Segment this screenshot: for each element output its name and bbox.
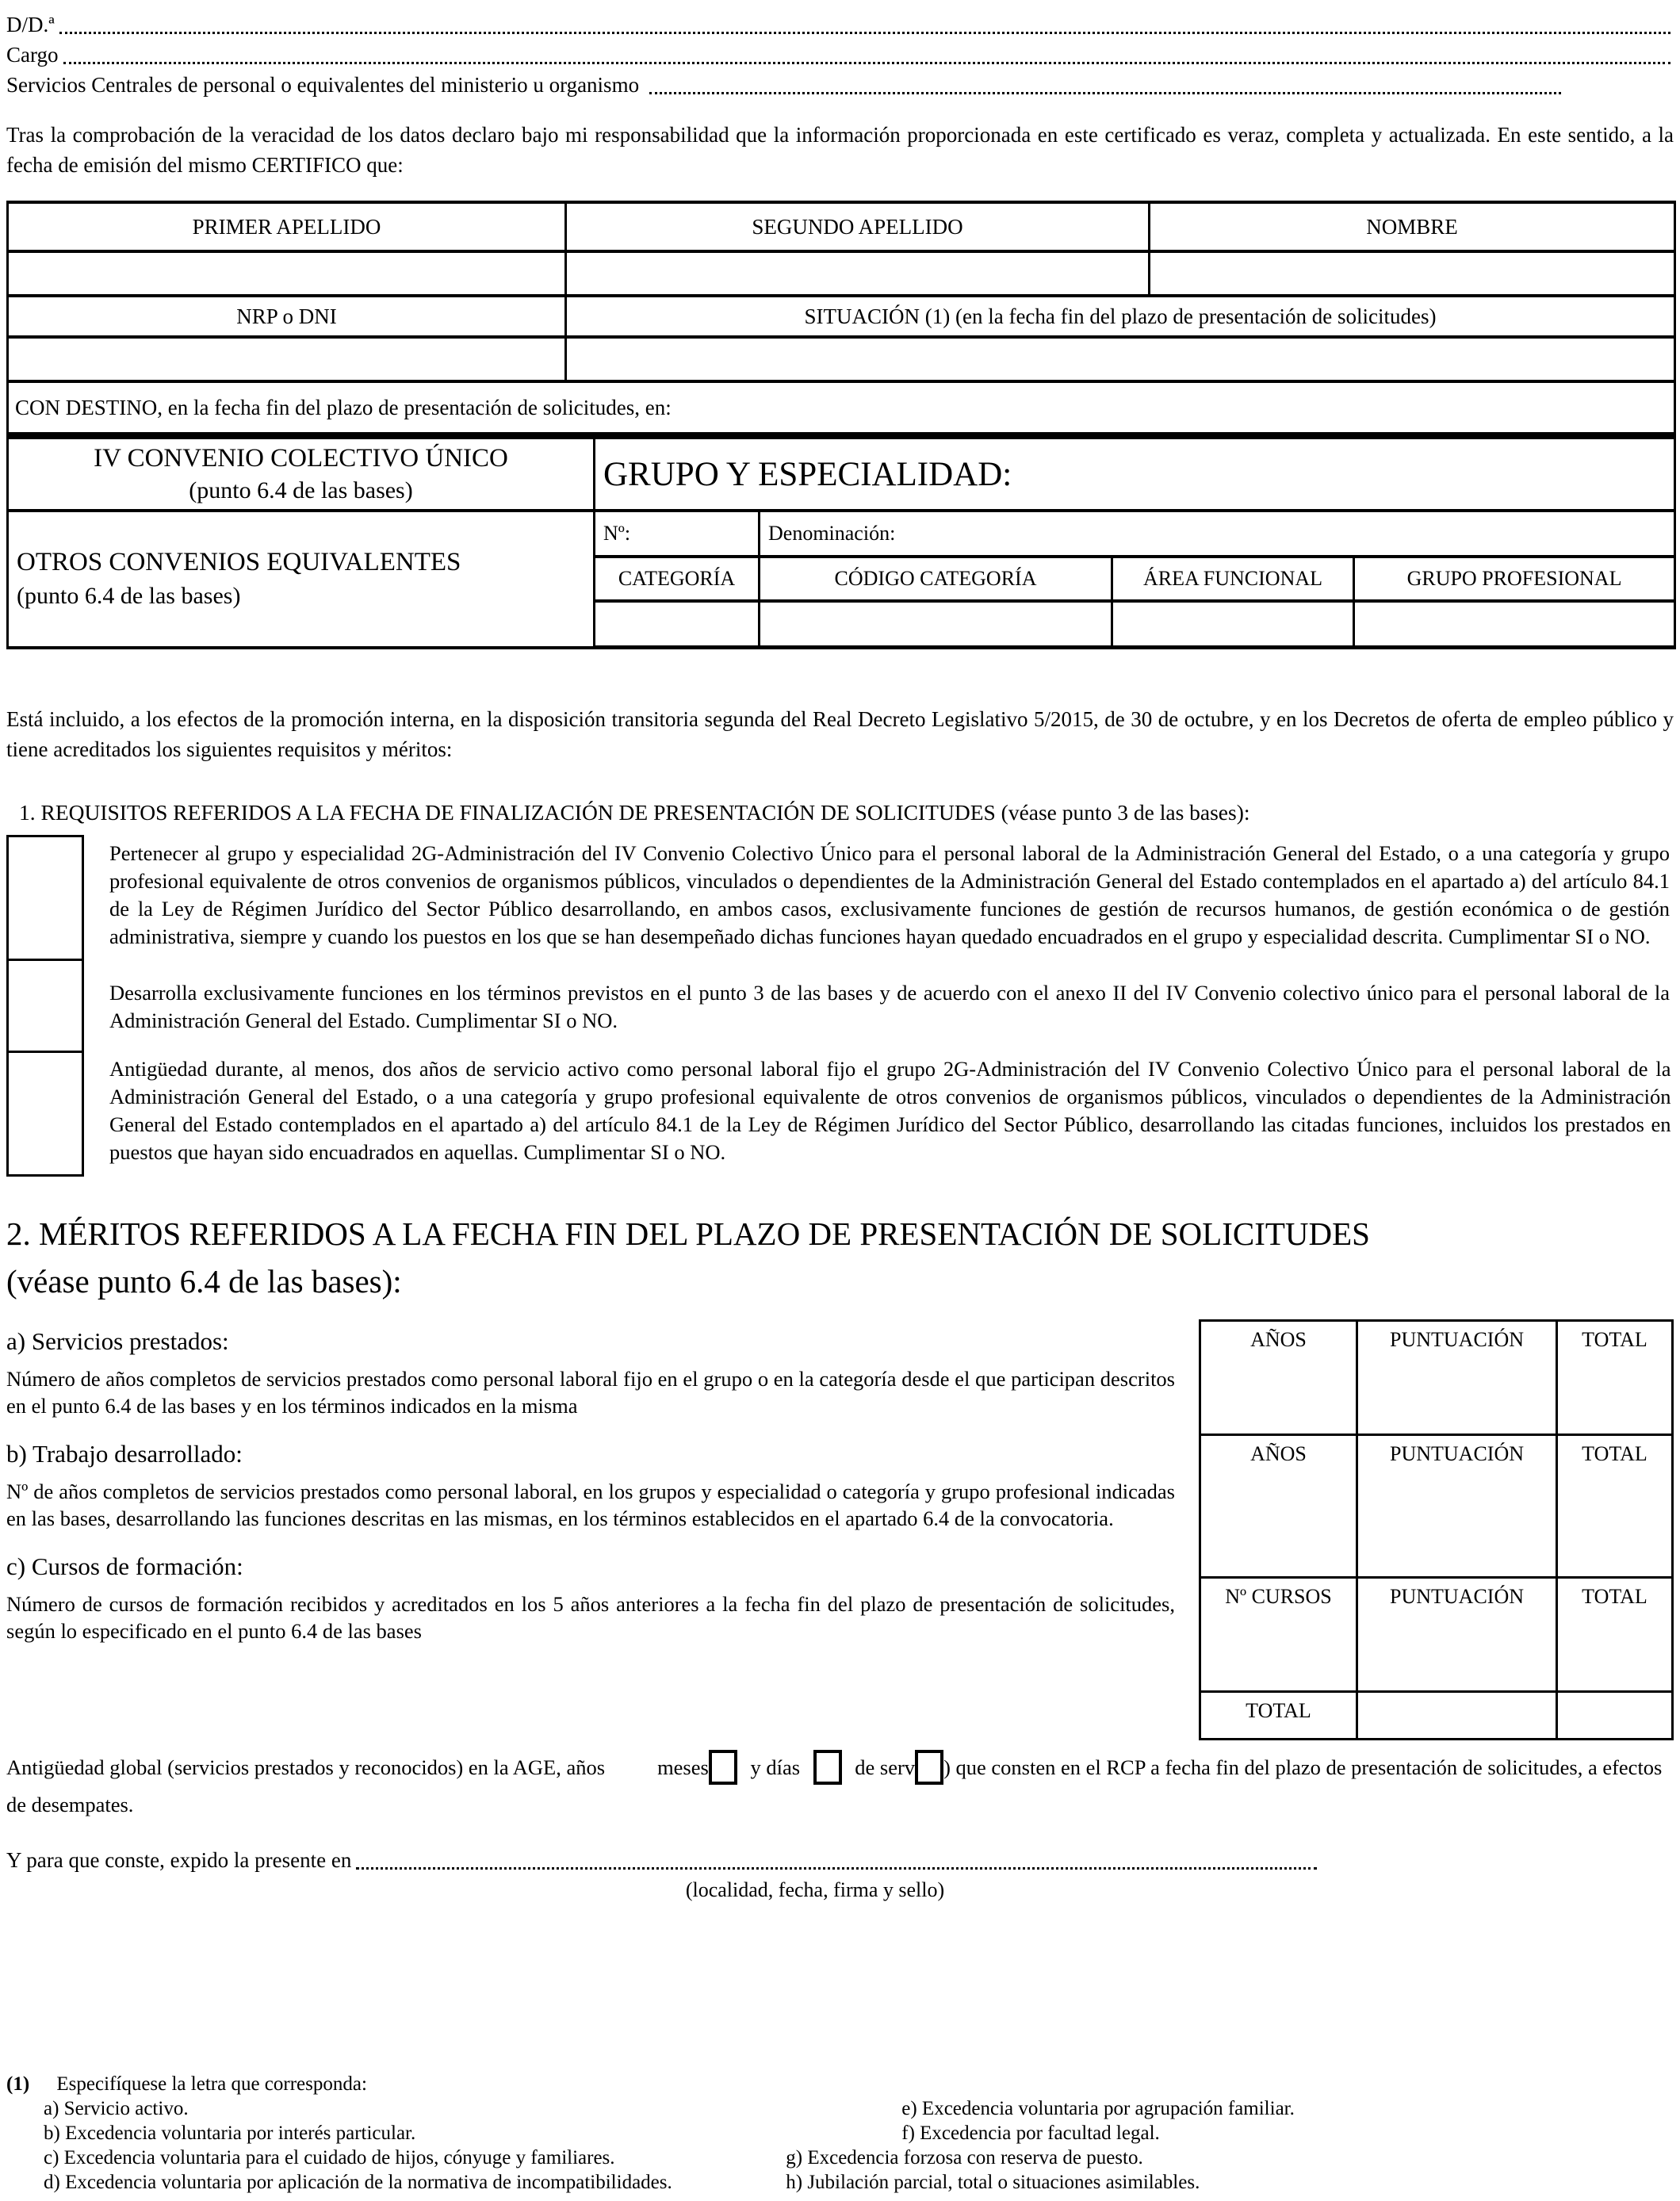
footnote-title: Especifíquese la letra que corresponda: xyxy=(56,2073,367,2095)
score-table xyxy=(1199,1319,1674,1740)
antiguedad-text-dias: y días xyxy=(750,1755,801,1780)
fill-line-cargo[interactable] xyxy=(63,62,1671,64)
score-total-puntuacion-input[interactable] xyxy=(1357,1692,1557,1740)
header-primer-apellido: PRIMER APELLIDO xyxy=(8,202,566,251)
merito-b-desc: Nº de años completos de servicios prestados como personal laboral, en los grupos y especialidad o categoría y grupo profesional indicadas en las bases, desarrollando las funciones descritas en las mismas, en los términos establecidos en el apartado 6.4 de la convocatoria. xyxy=(6,1479,1175,1530)
checkbox-requisito-desarrolla[interactable] xyxy=(8,960,83,1052)
expido-row xyxy=(6,1846,1674,1875)
score-puntuacion-cursos[interactable]: PUNTUACIÓN xyxy=(1357,1578,1557,1692)
header-nrp-dni: NRP o DNI xyxy=(8,296,566,337)
checkbox-requisito-antiguedad[interactable] xyxy=(8,1052,83,1176)
merito-b-title: b) Trabajo desarrollado: xyxy=(6,1440,243,1468)
footnote-item-e: e) Excedencia voluntaria por agrupación familiar. xyxy=(901,2098,1295,2119)
score-row-cursos xyxy=(1200,1578,1673,1692)
score-total-trabajo[interactable]: TOTAL xyxy=(1557,1435,1673,1578)
antiguedad-text-1: Antigüedad global (servicios prestados y reconocidos) en la AGE, años xyxy=(6,1755,606,1780)
meritos-body xyxy=(6,1319,1674,1740)
score-anos-trabajo[interactable]: AÑOS xyxy=(1200,1435,1357,1578)
header-categoria: CATEGORÍA xyxy=(595,557,760,601)
score-puntuacion-servicios[interactable]: PUNTUACIÓN xyxy=(1357,1321,1557,1435)
antiguedad-text-2: ) que consten en el RCP a fecha fin del plazo de presentación de solicitudes, a efectos de desempates. xyxy=(6,1755,1663,1816)
person-header-row xyxy=(8,202,1675,251)
checkbox-servicio[interactable] xyxy=(915,1750,943,1785)
meritos-descriptions xyxy=(6,1319,1189,1663)
score-row-servicios xyxy=(1200,1321,1673,1435)
merito-a-title: a) Servicios prestados: xyxy=(6,1327,229,1355)
footnote-item-g: g) Excedencia forzosa con reserva de puesto. xyxy=(786,2147,1143,2168)
input-segundo-apellido[interactable] xyxy=(566,251,1150,296)
footnote-item-d: d) Excedencia voluntaria por aplicación de la normativa de incompatibilidades. xyxy=(44,2172,672,2193)
otros-convenios-sublabel: (punto 6.4 de las bases) xyxy=(17,583,241,610)
input-area-funcional[interactable] xyxy=(1112,601,1354,648)
person-table xyxy=(6,201,1676,435)
header-situacion: SITUACIÓN (1) (en la fecha fin del plazo de presentación de solicitudes) xyxy=(566,296,1675,337)
incluido-paragraph: Está incluido, a los efectos de la promoción interna, en la disposición transitoria segunda del Real Decreto Legislativo 5/2015, de 30 de octubre, y en los Decretos de oferta de empleo público y tiene acreditados los siguientes requisitos y méritos: xyxy=(6,707,1674,761)
score-total-label: TOTAL xyxy=(1200,1692,1357,1740)
requisito-row xyxy=(8,1052,1673,1176)
fill-line-localidad[interactable] xyxy=(356,1867,1317,1870)
header-codigo-categoria: CÓDIGO CATEGORÍA xyxy=(760,557,1112,601)
input-grupo-profesional[interactable] xyxy=(1354,601,1675,648)
antiguedad-text-meses: meses xyxy=(657,1755,709,1780)
field-label-cargo: Cargo xyxy=(6,43,59,67)
expido-label: Y para que conste, expido la presente en xyxy=(6,1848,352,1872)
score-num-cursos[interactable]: Nº CURSOS xyxy=(1200,1578,1357,1692)
footnote-item-h: h) Jubilación parcial, total o situaciones asimilables. xyxy=(786,2172,1200,2193)
score-total-servicios[interactable]: TOTAL xyxy=(1557,1321,1673,1435)
input-situacion[interactable] xyxy=(566,337,1675,381)
requisitos-table xyxy=(6,835,1674,1177)
cell-otros-convenios[interactable] xyxy=(8,511,595,648)
merito-c-desc: Número de cursos de formación recibidos y acreditados en los 5 años anteriores a la fecha fin del plazo de presentación de solicitudes, según lo especificado en el punto 6.4 de las bases xyxy=(6,1592,1175,1643)
iv-convenio-label: IV CONVENIO COLECTIVO ÚNICO xyxy=(94,444,508,473)
footnote-item-c: c) Excedencia voluntaria para el cuidado de hijos, cónyuge y familiares. xyxy=(44,2147,615,2168)
field-row-nombre-certificante xyxy=(6,10,1674,40)
person-input-row xyxy=(8,251,1675,296)
score-total-cursos[interactable]: TOTAL xyxy=(1557,1578,1673,1692)
footnote-marker: (1) xyxy=(6,2073,30,2095)
nrp-header-row xyxy=(8,296,1675,337)
cell-iv-convenio[interactable] xyxy=(8,438,595,511)
field-row-servicios-centrales xyxy=(6,70,1674,100)
fill-line-dd[interactable] xyxy=(59,32,1670,34)
header-segundo-apellido: SEGUNDO APELLIDO xyxy=(566,202,1150,251)
con-destino-row xyxy=(8,381,1675,434)
field-label-dd: D/D.ª xyxy=(6,13,55,36)
requisito-text-desarrolla: Desarrolla exclusivamente funciones en los términos previstos en el punto 3 de las bases y de acuerdo con el anexo II del IV Convenio colectivo único para el personal laboral de la Administración General del Estado. Cumplimentar SI o NO. xyxy=(109,980,1670,1032)
score-anos-servicios[interactable]: AÑOS xyxy=(1200,1321,1357,1435)
requisito-row xyxy=(8,960,1673,1052)
input-nrp-dni[interactable] xyxy=(8,337,566,381)
score-total-input[interactable] xyxy=(1557,1692,1673,1740)
requisito-text-pertenecer: Pertenecer al grupo y especialidad 2G-Administración del IV Convenio Colectivo Único para el personal laboral de la Administración General del Estado, o a una categoría y grupo profesional equivalente de otros convenios de organismos públicos, vinculados o dependientes de la Administración General del Estado contemplados en el apartado a) del artículo 84.1 de la Ley de Régimen Jurídico del Sector Público desarrollando, en ambos casos, exclusivamente funciones de gestión de recursos humanos, de gestión económica o de gestión administrativa, siempre y cuando los puestos en los que se han desempeñado dichas funciones hayan quedado encuadrados en el grupo y especialidad descrita. Cumplimentar SI o NO. xyxy=(109,840,1670,948)
field-numero[interactable]: Nº: xyxy=(595,511,760,557)
score-row-trabajo xyxy=(1200,1435,1673,1578)
intro-paragraph: Tras la comprobación de la veracidad de los datos declaro bajo mi responsabilidad que la información proporcionada en este certificado es veraz, completa y actualizada. En este sentido, a la fecha de emisión del mismo CERTIFICO que: xyxy=(6,123,1674,177)
header-area-funcional: ÁREA FUNCIONAL xyxy=(1112,557,1354,601)
input-nombre[interactable] xyxy=(1150,251,1675,296)
input-primer-apellido[interactable] xyxy=(8,251,566,296)
score-puntuacion-trabajo[interactable]: PUNTUACIÓN xyxy=(1357,1435,1557,1578)
fill-line-servicios-centrales[interactable] xyxy=(649,92,1561,94)
field-row-cargo xyxy=(6,40,1674,70)
localidad-caption: (localidad, fecha, firma y sello) xyxy=(685,1878,945,1901)
merito-c-title: c) Cursos de formación: xyxy=(6,1552,243,1580)
footnote-row xyxy=(6,2096,1674,2121)
header-grupo-profesional: GRUPO PROFESIONAL xyxy=(1354,557,1675,601)
merito-a-desc: Número de años completos de servicios prestados como personal laboral fijo en el grupo o en la categoría desde el que participan descritos en el punto 6.4 de las bases y en los términos indicados en la misma xyxy=(6,1367,1175,1418)
footnote-item-a: a) Servicio activo. xyxy=(44,2098,189,2119)
field-label-servicios-centrales: Servicios Centrales de personal o equivalentes del ministerio u organismo xyxy=(6,73,645,97)
footnote-row xyxy=(6,2170,1674,2195)
convenio-table xyxy=(6,435,1676,649)
input-categoria[interactable] xyxy=(595,601,760,648)
checkbox-meses[interactable] xyxy=(709,1750,737,1785)
footnote-heading-row xyxy=(6,2072,1674,2096)
antiguedad-text-servicio: de serv xyxy=(855,1755,916,1780)
con-destino-label: CON DESTINO, en la fecha fin del plazo de presentación de solicitudes, en: xyxy=(8,381,1675,434)
footnote-row xyxy=(6,2121,1674,2145)
footnotes xyxy=(6,2072,1674,2195)
footnote-item-f: f) Excedencia por facultad legal. xyxy=(901,2123,1160,2144)
requisitos-heading: 1. REQUISITOS REFERIDOS A LA FECHA DE FINALIZACIÓN DE PRESENTACIÓN DE SOLICITUDES (véase punto 3 de las bases): xyxy=(19,800,1250,825)
otros-convenios-label: OTROS CONVENIOS EQUIVALENTES xyxy=(17,548,461,577)
score-row-total xyxy=(1200,1692,1673,1740)
meritos-heading: 2. MÉRITOS REFERIDOS A LA FECHA FIN DEL PLAZO DE PRESENTACIÓN DE SOLICITUDES (véase punto 6.4 de las bases): xyxy=(6,1215,1370,1300)
grupo-especialidad-label: GRUPO Y ESPECIALIDAD: xyxy=(595,438,1675,511)
footnote-item-b: b) Excedencia voluntaria por interés particular. xyxy=(44,2123,416,2144)
requisito-row xyxy=(8,836,1673,960)
input-codigo-categoria[interactable] xyxy=(760,601,1112,648)
checkbox-requisito-pertenecer[interactable] xyxy=(8,836,83,960)
field-denominacion[interactable]: Denominación: xyxy=(760,511,1675,557)
iv-convenio-sublabel: (punto 6.4 de las bases) xyxy=(189,477,413,503)
nrp-input-row xyxy=(8,337,1675,381)
requisito-text-antiguedad: Antigüedad durante, al menos, dos años de servicio activo como personal laboral fijo el grupo 2G-Administración del IV Convenio Colectivo Único para el personal laboral de la Administración General del Estado, o a una categoría y grupo profesional equivalente de otros convenios de organismos públicos, vinculados o dependientes de la Administración General del Estado contemplados en el apartado a) del artículo 84.1 de la Ley de Régimen Jurídico del Sector Público, desarrollando las citadas funciones, incluidos los prestados en puestos que hayan sido encuadrados en aquellas. Cumplimentar SI o NO. xyxy=(109,1056,1671,1164)
footnote-row xyxy=(6,2145,1674,2170)
header-nombre: NOMBRE xyxy=(1150,202,1675,251)
antiguedad-paragraph xyxy=(6,1750,1674,1820)
checkbox-dias[interactable] xyxy=(813,1750,842,1785)
